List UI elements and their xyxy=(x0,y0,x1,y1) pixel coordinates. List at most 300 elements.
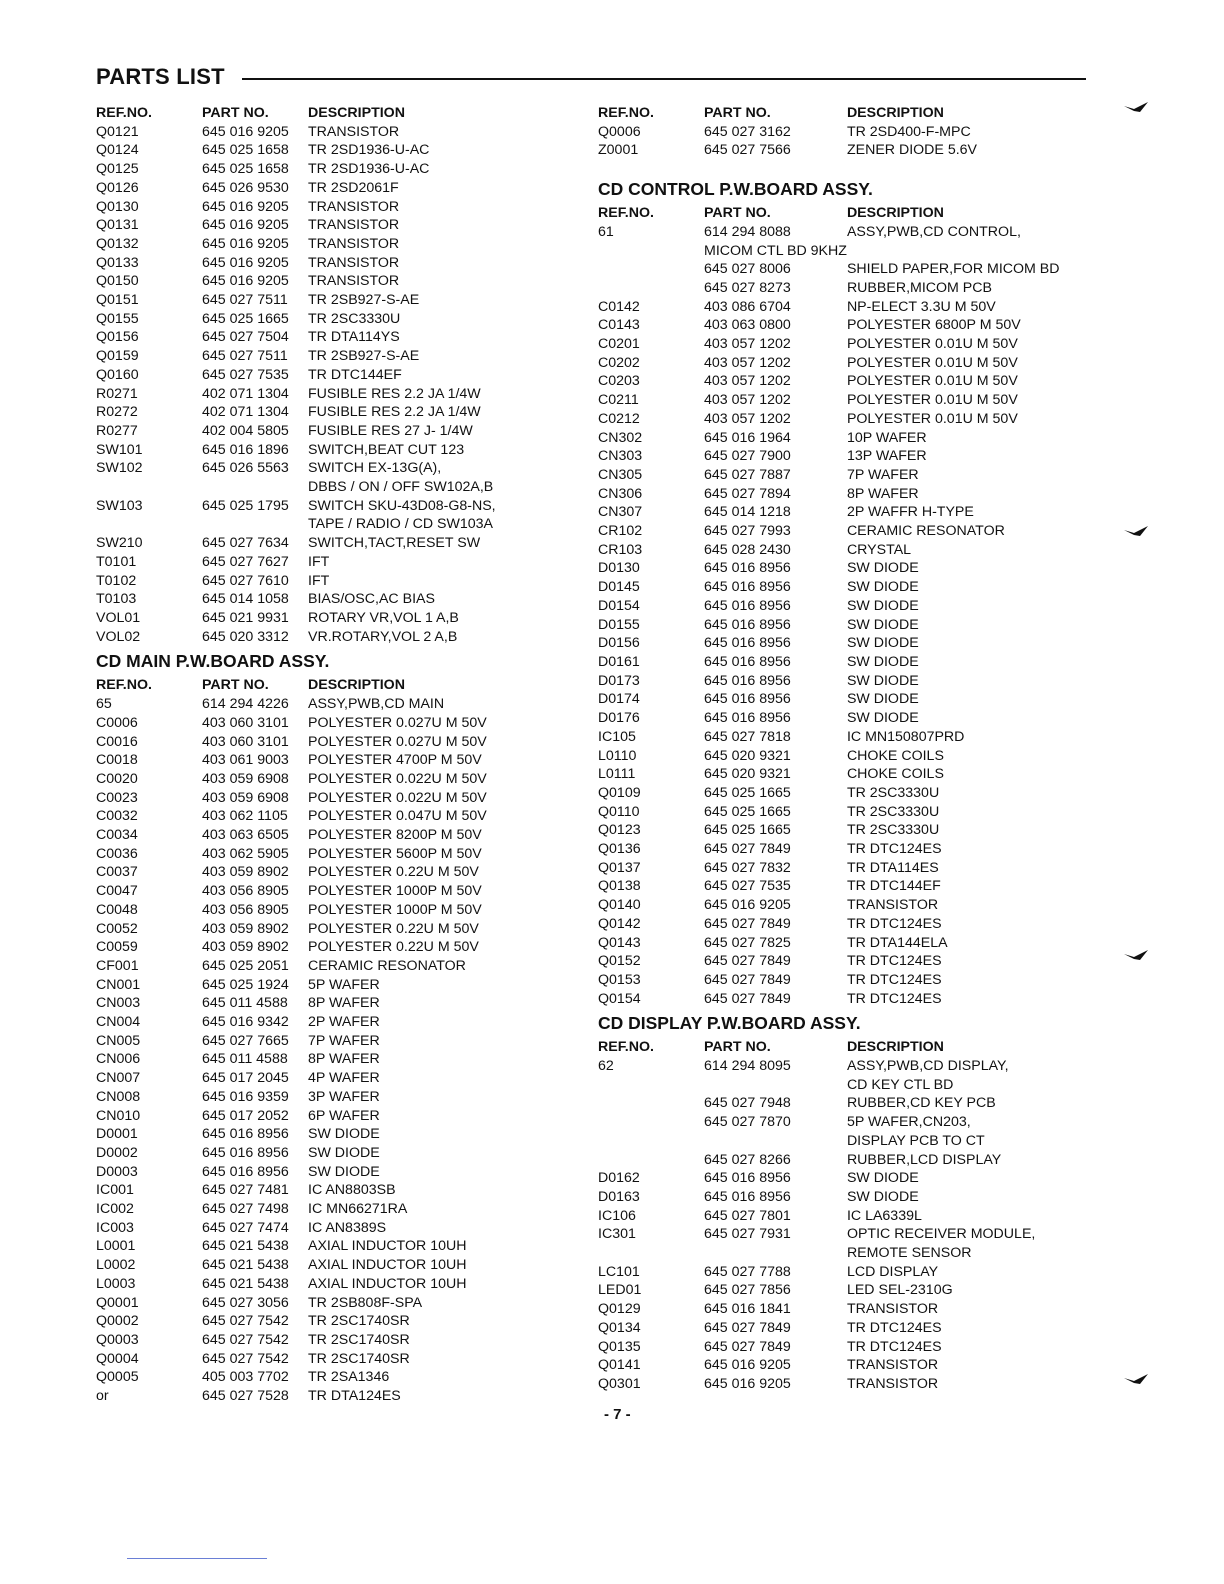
part-row xyxy=(96,235,496,254)
part-description: POLYESTER 5600P M 50V xyxy=(308,845,482,862)
ref-no: L0111 xyxy=(598,766,636,783)
part-no: 645 027 7528 xyxy=(202,1388,289,1405)
part-no: 645 027 7948 xyxy=(704,1095,791,1112)
part-description: 3P WAFER xyxy=(308,1088,380,1105)
ref-no: Q0130 xyxy=(96,198,139,215)
ref-no: L0110 xyxy=(598,747,637,764)
part-description: IC MN66271RA xyxy=(308,1201,408,1218)
part-row xyxy=(598,616,1060,635)
part-no xyxy=(202,515,308,534)
part-no: 645 025 1665 xyxy=(202,310,289,327)
ref-no: C0032 xyxy=(96,808,138,825)
ref-no: CN303 xyxy=(598,448,643,465)
part-row xyxy=(598,840,1060,859)
part-no: 645 017 2045 xyxy=(202,1070,289,1087)
part-description: TR DTC144EF xyxy=(846,878,941,895)
ref-no: D0163 xyxy=(598,1188,640,1205)
part-row xyxy=(598,896,1060,915)
part-no: 645 016 1841 xyxy=(704,1301,791,1318)
part-description: FUSIBLE RES 2.2 JA 1/4W xyxy=(308,385,481,402)
part-row xyxy=(96,272,496,291)
part-no: 645 027 7849 xyxy=(704,971,791,988)
ref-no: Q0121 xyxy=(96,123,139,140)
part-description: TR 2SD1936-U-AC xyxy=(308,142,430,159)
ref-no: C0143 xyxy=(598,317,640,334)
part-description: TR DTA124ES xyxy=(308,1388,401,1405)
part-description: POLYESTER 0.22U M 50V xyxy=(308,939,479,956)
part-no: 403 059 8902 xyxy=(202,939,289,956)
ref-no: 61 xyxy=(598,223,614,240)
part-description: TR DTC124ES xyxy=(846,990,942,1007)
page-title: PARTS LIST xyxy=(96,64,225,89)
part-description: TRANSISTOR xyxy=(846,897,939,914)
ref-no xyxy=(598,1076,704,1095)
part-no: 645 011 4588 xyxy=(202,995,288,1012)
part-row xyxy=(598,1057,1060,1076)
part-no: 645 027 7481 xyxy=(202,1182,289,1199)
part-description: 7P WAFER xyxy=(846,466,919,483)
part-row xyxy=(96,141,496,160)
part-description: POLYESTER 6800P M 50V xyxy=(846,317,1021,334)
part-row xyxy=(598,223,1060,242)
part-no: 405 003 7702 xyxy=(202,1369,289,1386)
part-row xyxy=(96,478,496,497)
part-no: 645 016 8956 xyxy=(704,560,791,577)
part-description: POLYESTER 0.01U M 50V xyxy=(846,410,1018,427)
part-no: 645 027 7900 xyxy=(704,448,791,465)
ref-no: CN005 xyxy=(96,1032,141,1049)
ref-no: Q0153 xyxy=(598,971,641,988)
part-row xyxy=(96,1069,496,1088)
part-no: 645 016 9342 xyxy=(202,1014,289,1031)
left-column xyxy=(96,104,496,1406)
part-no: 645 016 8956 xyxy=(704,672,791,689)
ref-no: or xyxy=(96,1388,109,1405)
part-row xyxy=(598,1356,1060,1375)
part-no: 645 016 8956 xyxy=(704,1188,791,1205)
ref-no: R0271 xyxy=(96,385,138,402)
part-no: 645 027 7849 xyxy=(704,1319,791,1336)
ref-no xyxy=(598,242,704,261)
part-row xyxy=(598,803,1060,822)
part-row xyxy=(96,403,496,422)
part-description: TR DTA114ES xyxy=(846,859,939,876)
ref-no xyxy=(598,1132,704,1151)
ref-no: Q0150 xyxy=(96,273,139,290)
part-no: MICOM CTL BD 9KHZ xyxy=(704,242,847,259)
part-row xyxy=(598,1151,1060,1170)
section-spacer xyxy=(598,160,1060,174)
ref-no xyxy=(598,279,704,298)
part-row xyxy=(598,391,1060,410)
ref-no: CN006 xyxy=(96,1051,141,1068)
ref-no: C0201 xyxy=(598,336,640,353)
part-no: 645 027 7665 xyxy=(202,1032,289,1049)
ref-no: Q0142 xyxy=(598,915,641,932)
part-row xyxy=(96,1256,496,1275)
part-no: 645 021 9931 xyxy=(202,609,289,626)
part-row xyxy=(598,1094,1060,1113)
part-description: TR 2SC1740SR xyxy=(308,1313,410,1330)
ref-no-header: REF.NO. xyxy=(598,1039,654,1056)
part-description: SW DIODE xyxy=(846,560,919,577)
part-description: CD KEY CTL BD xyxy=(846,1076,954,1093)
part-row xyxy=(96,1387,496,1406)
part-no: 614 294 4226 xyxy=(202,696,289,713)
part-description: 5P WAFER,CN203, xyxy=(846,1114,971,1131)
part-description: POLYESTER 0.01U M 50V xyxy=(846,392,1018,409)
part-row xyxy=(96,845,496,864)
part-description: VR.ROTARY,VOL 2 A,B xyxy=(308,628,458,645)
part-row xyxy=(598,1281,1060,1300)
ref-no xyxy=(598,1151,704,1170)
part-row xyxy=(598,1338,1060,1357)
ref-no: VOL02 xyxy=(96,628,141,645)
part-row xyxy=(96,459,496,478)
part-no: 403 059 6908 xyxy=(202,770,289,787)
part-no: 645 027 8006 xyxy=(704,261,791,278)
ref-no: IC106 xyxy=(598,1207,636,1224)
ref-no: D0155 xyxy=(598,616,640,633)
ref-no: D0176 xyxy=(598,710,640,727)
part-row xyxy=(598,1113,1060,1132)
part-row xyxy=(598,971,1060,990)
ref-no: IC001 xyxy=(96,1182,134,1199)
part-no: 403 061 9003 xyxy=(202,752,289,769)
part-description: TR 2SC1740SR xyxy=(308,1350,410,1367)
part-description: IC MN150807PRD xyxy=(846,728,965,745)
part-row xyxy=(598,915,1060,934)
part-no: 403 057 1202 xyxy=(704,410,791,427)
part-row xyxy=(598,990,1060,1009)
part-description: SW DIODE xyxy=(846,653,919,670)
part-description: TR 2SC3330U xyxy=(846,822,940,839)
part-description: 10P WAFER xyxy=(846,429,927,446)
part-description: SW DIODE xyxy=(846,579,919,596)
part-row xyxy=(598,1132,1060,1151)
part-no: 645 020 3312 xyxy=(202,628,289,645)
part-no: 645 027 7511 xyxy=(202,292,288,309)
part-no: 645 021 5438 xyxy=(202,1275,289,1292)
ref-no: C0059 xyxy=(96,939,138,956)
ref-no: Q0123 xyxy=(598,822,641,839)
part-description: 13P WAFER xyxy=(846,448,927,465)
ref-no: Q0136 xyxy=(598,841,641,858)
part-no: 645 027 7498 xyxy=(202,1201,289,1218)
footer-rule xyxy=(127,1558,267,1559)
part-no: 645 016 1896 xyxy=(202,441,289,458)
part-no: 645 027 7474 xyxy=(202,1219,289,1236)
part-no: 645 027 8273 xyxy=(704,279,791,296)
part-no: 645 025 1665 xyxy=(704,784,791,801)
part-row xyxy=(96,1368,496,1387)
part-description: 4P WAFER xyxy=(308,1070,380,1087)
part-row xyxy=(598,1300,1060,1319)
part-no: 645 016 8956 xyxy=(704,691,791,708)
binding-mark-icon xyxy=(1122,948,1150,964)
part-description: SW DIODE xyxy=(846,691,919,708)
part-description: TRANSISTOR xyxy=(846,1357,939,1374)
part-no: 645 021 5438 xyxy=(202,1257,289,1274)
column-header-row xyxy=(96,104,496,123)
column-header-row xyxy=(598,204,1060,223)
part-description: TR DTC124ES xyxy=(846,1338,942,1355)
part-no: 645 021 5438 xyxy=(202,1238,289,1255)
part-no: 645 017 2052 xyxy=(202,1107,289,1124)
part-no: 645 027 7849 xyxy=(704,990,791,1007)
part-row xyxy=(96,366,496,385)
part-description: SW DIODE xyxy=(846,710,919,727)
part-description: TRANSISTOR xyxy=(308,198,400,215)
ref-no: CN003 xyxy=(96,995,141,1012)
section-title: CD MAIN P.W.BOARD ASSY. xyxy=(96,651,330,672)
ref-no: Q0159 xyxy=(96,348,139,365)
part-row xyxy=(598,354,1060,373)
ref-no: C0018 xyxy=(96,752,138,769)
part-row xyxy=(96,497,496,516)
part-description: FUSIBLE RES 2.2 JA 1/4W xyxy=(308,404,481,421)
part-row xyxy=(96,751,496,770)
part-no: 645 016 9205 xyxy=(704,1376,791,1392)
part-description: ROTARY VR,VOL 1 A,B xyxy=(308,609,459,626)
part-description: BIAS/OSC,AC BIAS xyxy=(308,591,435,608)
part-description: 8P WAFER xyxy=(846,485,919,502)
part-no: 645 016 9205 xyxy=(202,198,289,215)
part-row xyxy=(598,747,1060,766)
part-row xyxy=(96,1107,496,1126)
part-row xyxy=(598,1319,1060,1338)
part-no: 403 057 1202 xyxy=(704,354,791,371)
ref-no: Q0141 xyxy=(598,1357,641,1374)
part-row xyxy=(96,515,496,534)
part-row xyxy=(96,807,496,826)
part-description: TRANSISTOR xyxy=(308,217,400,234)
part-no: 614 294 8088 xyxy=(704,223,791,240)
part-no: 645 016 8956 xyxy=(704,635,791,652)
ref-no: CN008 xyxy=(96,1088,141,1105)
part-description: AXIAL INDUCTOR 10UH xyxy=(308,1238,467,1255)
part-row xyxy=(598,934,1060,953)
part-row xyxy=(598,447,1060,466)
part-no: 645 025 1665 xyxy=(704,803,791,820)
part-row xyxy=(598,877,1060,896)
part-row xyxy=(96,994,496,1013)
ref-no: D0130 xyxy=(598,560,640,577)
ref-no: L0003 xyxy=(96,1275,136,1292)
part-row xyxy=(96,1350,496,1369)
right-column xyxy=(598,104,1060,1394)
part-row xyxy=(96,160,496,179)
part-no: 645 014 1058 xyxy=(202,591,289,608)
part-description: SW DIODE xyxy=(846,1170,919,1187)
part-row xyxy=(96,714,496,733)
ref-no: Z0001 xyxy=(598,142,639,159)
part-description: LED SEL-2310G xyxy=(846,1282,953,1299)
ref-no: D0145 xyxy=(598,579,640,596)
part-no: 645 027 3162 xyxy=(704,123,791,140)
ref-no: IC301 xyxy=(598,1226,636,1243)
part-no-header: PART NO. xyxy=(202,677,269,694)
part-row xyxy=(598,1263,1060,1282)
part-no: 645 027 7870 xyxy=(704,1114,791,1131)
ref-no: CN306 xyxy=(598,485,643,502)
part-description: CHOKE COILS xyxy=(846,747,944,764)
ref-no: C0142 xyxy=(598,298,640,315)
part-no: 645 016 8956 xyxy=(202,1144,289,1161)
part-no: 645 027 7832 xyxy=(704,859,791,876)
ref-no: Q0133 xyxy=(96,254,139,271)
ref-no: Q0004 xyxy=(96,1350,139,1367)
part-row xyxy=(598,597,1060,616)
ref-no: C0023 xyxy=(96,789,138,806)
part-no: 645 027 7511 xyxy=(202,348,288,365)
ref-no: T0102 xyxy=(96,572,137,589)
ref-no: Q0154 xyxy=(598,990,641,1007)
part-no: 403 059 8902 xyxy=(202,864,289,881)
part-row xyxy=(96,441,496,460)
part-row xyxy=(96,826,496,845)
part-description: CHOKE COILS xyxy=(846,766,944,783)
ref-no-header: REF.NO. xyxy=(598,205,654,222)
part-description: POLYESTER 0.01U M 50V xyxy=(846,336,1018,353)
part-description: SW DIODE xyxy=(846,635,919,652)
part-no: 645 026 5563 xyxy=(202,460,289,477)
ref-no: Q0134 xyxy=(598,1319,641,1336)
ref-no: CN004 xyxy=(96,1014,141,1031)
part-row xyxy=(96,957,496,976)
part-description: TR DTC124ES xyxy=(846,915,942,932)
ref-no: Q0005 xyxy=(96,1369,139,1386)
part-row xyxy=(96,216,496,235)
part-no-header: PART NO. xyxy=(704,205,771,222)
part-no: 645 016 1964 xyxy=(704,429,791,446)
ref-no: CN001 xyxy=(96,976,141,993)
ref-no: IC105 xyxy=(598,728,636,745)
part-description: ASSY,PWB,CD CONTROL, xyxy=(846,223,1021,240)
part-no xyxy=(704,1244,847,1263)
part-description: RUBBER,MICOM PCB xyxy=(846,279,992,296)
part-no: 645 016 9205 xyxy=(202,235,289,252)
part-row xyxy=(96,1050,496,1069)
part-description: TR DTA144ELA xyxy=(846,934,948,951)
part-row xyxy=(598,242,1060,261)
ref-no: C0006 xyxy=(96,714,138,731)
ref-no: D0173 xyxy=(598,672,640,689)
ref-no: CN007 xyxy=(96,1070,141,1087)
ref-no: L0002 xyxy=(96,1257,136,1274)
part-row xyxy=(96,901,496,920)
part-no: 645 016 8956 xyxy=(704,653,791,670)
part-no: 403 060 3101 xyxy=(202,733,289,750)
part-description: TR 2SD1936-U-AC xyxy=(308,161,430,178)
part-no: 645 025 1795 xyxy=(202,497,289,514)
part-description: 2P WAFER xyxy=(308,1014,380,1031)
part-row xyxy=(96,254,496,273)
part-no: 645 027 7825 xyxy=(704,934,791,951)
part-no: 645 027 7542 xyxy=(202,1313,289,1330)
part-no xyxy=(704,1132,847,1151)
part-no: 645 025 1658 xyxy=(202,142,289,159)
part-description: IC LA6339L xyxy=(846,1207,922,1224)
part-row xyxy=(598,859,1060,878)
part-description: TR 2SC1740SR xyxy=(308,1332,410,1348)
part-row xyxy=(96,1032,496,1051)
part-no: 645 016 8956 xyxy=(704,1170,791,1187)
part-description: TRANSISTOR xyxy=(308,273,400,290)
part-no: 645 028 2430 xyxy=(704,541,791,558)
part-row xyxy=(96,1088,496,1107)
ref-no: Q0006 xyxy=(598,123,641,140)
part-row xyxy=(598,1188,1060,1207)
part-no: 645 027 7849 xyxy=(704,953,791,970)
part-description: DBBS / ON / OFF SW102A,B xyxy=(308,479,494,496)
part-description: POLYESTER 0.22U M 50V xyxy=(308,864,479,881)
part-description: 6P WAFER xyxy=(308,1107,380,1124)
part-description: SW DIODE xyxy=(308,1163,380,1180)
part-description: POLYESTER 0.01U M 50V xyxy=(846,354,1018,371)
part-no: 645 027 7849 xyxy=(704,1338,791,1355)
ref-no: Q0155 xyxy=(96,310,139,327)
part-row xyxy=(96,770,496,789)
part-row xyxy=(96,1163,496,1182)
part-no: 645 016 9205 xyxy=(202,273,289,290)
part-row xyxy=(96,553,496,572)
ref-no xyxy=(598,1094,704,1113)
part-description: 8P WAFER xyxy=(308,995,380,1012)
part-row xyxy=(598,279,1060,298)
ref-no-header: REF.NO. xyxy=(96,105,152,121)
ref-no: C0037 xyxy=(96,864,138,881)
part-row xyxy=(96,123,496,142)
part-row xyxy=(96,385,496,404)
column-header-row xyxy=(598,104,1060,123)
ref-no: D0002 xyxy=(96,1144,138,1161)
part-description: TR DTC144EF xyxy=(308,366,402,383)
part-description: TR 2SB927-S-AE xyxy=(308,348,420,365)
ref-no: D0154 xyxy=(598,597,640,614)
part-row xyxy=(96,1219,496,1238)
part-no: 645 027 7818 xyxy=(704,728,791,745)
ref-no: IC003 xyxy=(96,1219,134,1236)
ref-no: D0174 xyxy=(598,691,640,708)
ref-no: Q0143 xyxy=(598,934,641,951)
part-no: 403 057 1202 xyxy=(704,392,791,409)
ref-no: Q0109 xyxy=(598,784,641,801)
part-description: ZENER DIODE 5.6V xyxy=(846,142,978,159)
part-description: AXIAL INDUCTOR 10UH xyxy=(308,1275,467,1292)
ref-no: SW102 xyxy=(96,460,143,477)
ref-no: Q0132 xyxy=(96,235,139,252)
ref-no: Q0003 xyxy=(96,1332,139,1348)
part-description: POLYESTER 1000P M 50V xyxy=(308,901,482,918)
part-row xyxy=(96,534,496,553)
part-row xyxy=(598,1375,1060,1394)
part-description: TRANSISTOR xyxy=(308,123,400,140)
part-no: 614 294 8095 xyxy=(704,1058,791,1075)
ref-no: CR102 xyxy=(598,523,643,540)
ref-no: C0047 xyxy=(96,883,138,900)
part-no: 645 027 7894 xyxy=(704,485,791,502)
part-description: SWITCH,TACT,RESET SW xyxy=(308,535,481,552)
part-row xyxy=(598,485,1060,504)
part-description: TR 2SD400-F-MPC xyxy=(846,123,971,140)
part-description: POLYESTER 0.047U M 50V xyxy=(308,808,487,825)
part-no: 645 027 7542 xyxy=(202,1332,289,1348)
part-no: 645 016 8956 xyxy=(704,579,791,596)
part-row xyxy=(598,634,1060,653)
part-no: 645 027 7849 xyxy=(704,915,791,932)
section-title-row xyxy=(96,646,496,676)
